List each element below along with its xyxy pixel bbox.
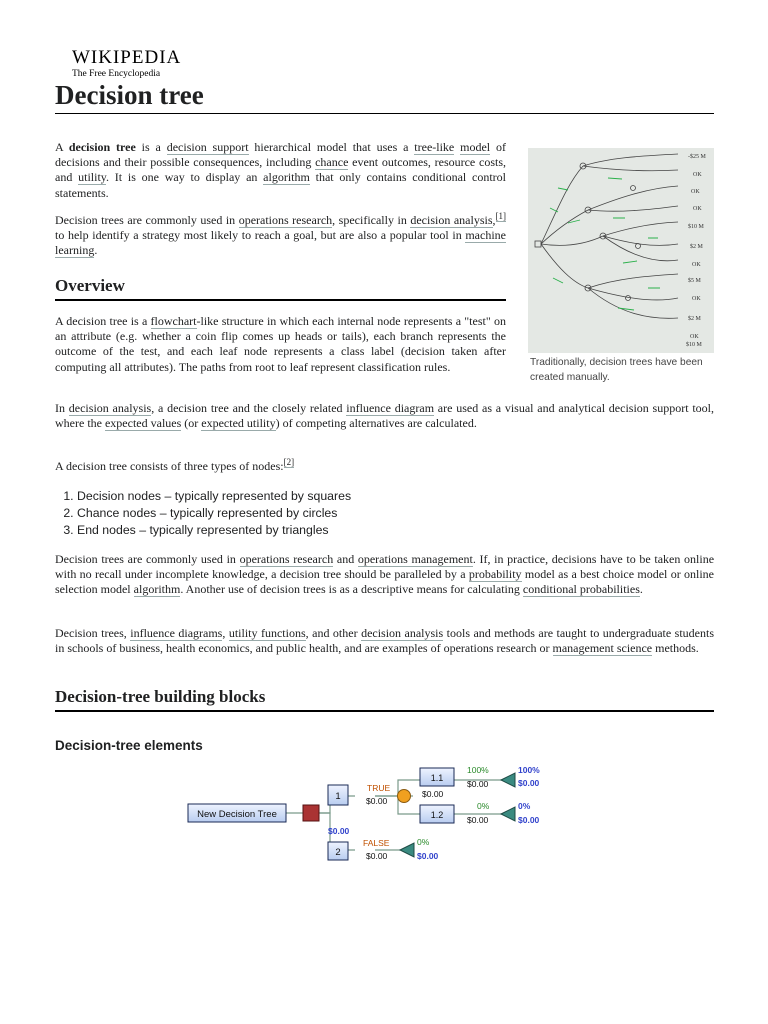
false-probability: 0% [417,837,430,847]
link-utility-functions[interactable]: utility functions [228,626,306,640]
true-branch-value: $0.00 [366,796,388,806]
leaf-node-1-1-label: 1.1 [430,773,444,783]
reference-1[interactable]: [1] [495,211,507,221]
root-node-label: New Decision Tree [197,809,277,820]
link-decision-analysis-2[interactable]: decision analysis [68,401,152,415]
overview-paragraph-4: Decision trees are commonly used in operations research and operations management. If, in practice, decisions have to be taken online with no recall under incomplete knowledge, a decision tree should be paralleled by a probability model as a best choice model or online selection model algorithm. Another use of decision trees is as a descriptive means for calculating conditional probabilities. [55,552,715,597]
link-operations-management[interactable]: operations management [357,552,473,566]
link-decision-support[interactable]: decision support [166,140,249,154]
handdrawn-tree-drawing [528,148,714,353]
overview-paragraph-2: In decision analysis, a decision tree and the closely related influence diagram are used as a visual and analytical decision support tool, where the expected values (or expected utility) of competing alternatives are calculated. [55,401,714,431]
svg-text:$5 M: $5 M [688,278,701,284]
svg-text:$10 M: $10 M [686,342,702,348]
link-probability[interactable]: probability [468,567,522,582]
link-management-science[interactable]: management science [552,641,653,656]
link-conditional-probabilities[interactable]: conditional probabilities [522,582,640,597]
end-node-1-2-triangle[interactable] [501,807,515,821]
end-1-2-value: $0.00 [518,815,540,825]
link-expected-values[interactable]: expected values [104,416,182,431]
overview-heading: Overview [55,276,506,301]
root-node-value: $0.00 [328,826,350,836]
svg-text:OK: OK [690,334,699,340]
link-flowchart[interactable]: flowchart [150,314,197,328]
svg-text:OK: OK [693,172,702,178]
link-expected-utility[interactable]: expected utility [201,416,276,431]
link-algorithm[interactable]: algorithm [263,170,310,185]
branch-node-1-label: 1 [335,791,341,802]
svg-text:OK: OK [693,206,702,212]
svg-text:OK: OK [691,189,700,195]
intro-paragraph-1: A decision tree is a decision support hierarchical model that uses a tree-like model of decisions and their possible consequences, including chance event outcomes, resource costs, and utility. It is one way to display an algorithm that only contains conditional control statements. [55,140,507,200]
leaf-node-1-1-value: $0.00 [422,789,444,799]
end-node-1-1-triangle[interactable] [501,773,515,787]
end-node-false-triangle[interactable] [400,843,414,857]
list-item: 2. Chance nodes – typically represented by circles [77,505,717,522]
svg-text:OK: OK [692,296,701,302]
true-branch-label: TRUE [367,783,391,793]
node-types-list [55,488,717,539]
link-model[interactable]: model [460,140,491,154]
page-title: Decision tree [55,78,714,114]
overview-paragraph-5: Decision trees, influence diagrams, utility functions, and other decision analysis tools and methods are taught to undergraduate students in schools of business, health economics, and public health, and are examples of operations research or management science methods. [55,626,715,656]
list-item: 3. End nodes – typically represented by triangles [77,522,717,539]
link-influence-diagram[interactable]: influence diagram [346,401,435,415]
leaf-1-2-branch-value: $0.00 [467,815,489,825]
logo-wordmark: WIKIPEDIA [72,47,182,68]
link-operations-research[interactable]: operations research [238,213,333,227]
link-operations-research-2[interactable]: operations research [239,552,334,566]
leaf-1-1-branch-value: $0.00 [467,779,489,789]
decision-node-square[interactable] [303,805,319,821]
chance-node-circle[interactable] [398,790,411,803]
leaf-1-2-probability: 0% [477,801,490,811]
false-branch-label: FALSE [363,838,390,848]
decision-tree-diagram [185,760,555,870]
figure-caption: Traditionally, decision trees have been created manually. [530,357,703,383]
link-chance[interactable]: chance [315,155,349,170]
figure-handdrawn-tree [528,148,714,385]
branch-node-2-label: 2 [335,847,341,858]
end-1-1-value: $0.00 [518,778,540,788]
svg-text:$2 M: $2 M [688,316,701,322]
wikipedia-logo[interactable] [72,48,181,79]
link-decision-analysis[interactable]: decision analysis [410,213,493,227]
link-tree-like[interactable]: tree-like [414,140,455,154]
overview-paragraph-3: A decision tree consists of three types of nodes:[2] [55,457,295,473]
handdrawn-tree-image[interactable] [528,148,714,353]
end-1-1-percent: 100% [518,765,540,775]
svg-text:$10 M: $10 M [688,224,704,230]
link-machine-learning[interactable]: machine learning [55,228,506,258]
svg-text:OK: OK [692,262,701,268]
false-branch-value: $0.00 [366,851,388,861]
false-end-value: $0.00 [417,851,439,861]
svg-text:$2 M: $2 M [690,244,703,250]
svg-text:-$25 M: -$25 M [688,154,706,160]
list-item: 1. Decision nodes – typically represented by squares [77,488,717,505]
link-utility[interactable]: utility [78,170,106,185]
intro-paragraph-2: Decision trees are commonly used in operations research, specifically in decision analysis,[1] to help identify a strategy most likely to reach a goal, but are also a popular tool in machine learning. [55,211,507,258]
elements-subheading: Decision-tree elements [55,738,203,753]
overview-paragraph-1: A decision tree is a flowchart-like structure in which each internal node represents a "test" on an attribute (e.g. whether a coin flip comes up heads or tails), each branch represents the outcome of the test, and each leaf node represents a class label (decision taken after computing all attributes). The paths from root to leaf represent classification rules. [55,314,506,374]
link-influence-diagrams[interactable]: influence diagrams [130,626,223,640]
link-decision-analysis-3[interactable]: decision analysis [361,626,444,640]
leaf-node-1-2-label: 1.2 [430,810,444,820]
logo-tagline: The Free Encyclopedia [72,69,161,79]
end-1-2-percent: 0% [518,801,531,811]
reference-2[interactable]: [2] [283,457,295,467]
building-blocks-heading: Decision-tree building blocks [55,687,714,712]
link-algorithm-2[interactable]: algorithm [133,582,181,597]
leaf-1-1-probability: 100% [467,765,489,775]
term-decision-tree: decision tree [68,140,136,154]
